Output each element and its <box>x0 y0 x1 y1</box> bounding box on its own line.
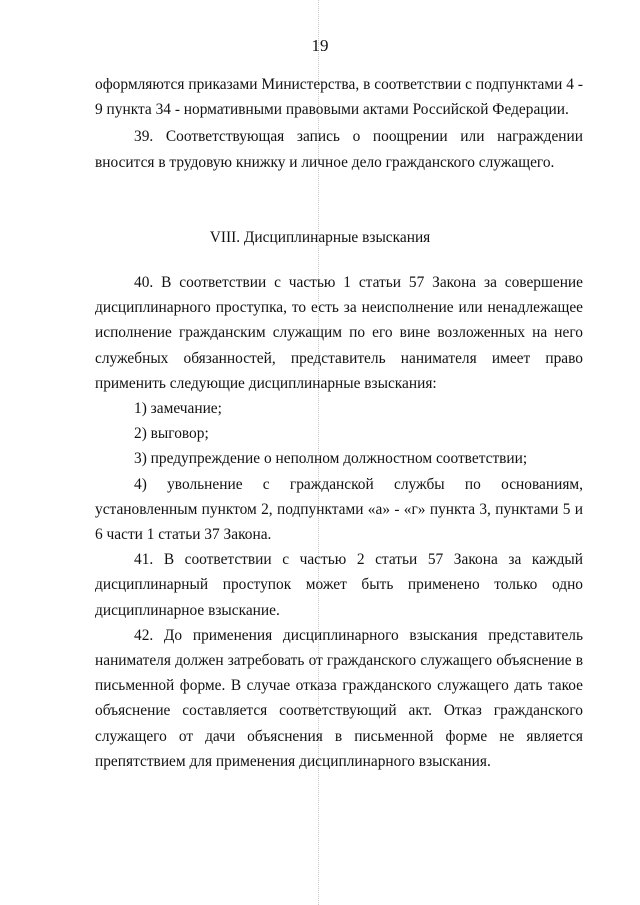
list-item-1: 1) замечание; <box>134 400 222 418</box>
list-item-3: 3) предупреждение о неполном должностном соответствии; <box>134 450 528 468</box>
text-block-top <box>95 72 583 175</box>
continuation-paragraph: оформляются приказами Министерства, в соответствии с подпунктами 4 - 9 пункта 34 - нормативными правовыми актами Российской Федерации. <box>95 76 583 119</box>
paragraph-39: 39. Соответствующая запись о поощрении или награждении вносится в трудовую книжку и личное дело гражданского служащего. <box>95 128 583 171</box>
list-item-2: 2) выговор; <box>134 425 209 443</box>
paragraph-40: 40. В соответствии с частью 1 статьи 57 Закона за совершение дисциплинарного проступка, то есть за неисполнение или ненадлежащее исполнение гражданским служащим по его вине возложенных на него служебных обязанностей, представитель нанимателя имеет право применить следующие дисциплинарные взыскания: <box>95 274 583 392</box>
section-heading: VIII. Дисциплинарные взыскания <box>209 229 431 246</box>
paragraph-41: 41. В соответствии с частью 2 статьи 57 Закона за каждый дисциплинарный проступок может быть применено только одно дисциплинарное взыскание. <box>95 551 583 619</box>
list-item-4: 4) увольнение с гражданской службы по основаниям, установленным пунктом 2, подпунктами «а» - «г» пункта 3, пунктами 5 и 6 части 1 статьи 37 Закона. <box>95 475 583 544</box>
paragraph-42: 42. До применения дисциплинарного взыскания представитель нанимателя должен затребовать от гражданского служащего объяснение в письменной форме. В случае отказа гражданского служащего дать такое объяснение составляется соответствующий акт. Отказ гражданского служащего от дачи объяснения в письменной форме не является препятствием для применения дисциплинарного взыскания. <box>95 626 583 770</box>
page-number: 19 <box>311 36 329 55</box>
text-block-main <box>95 270 583 774</box>
